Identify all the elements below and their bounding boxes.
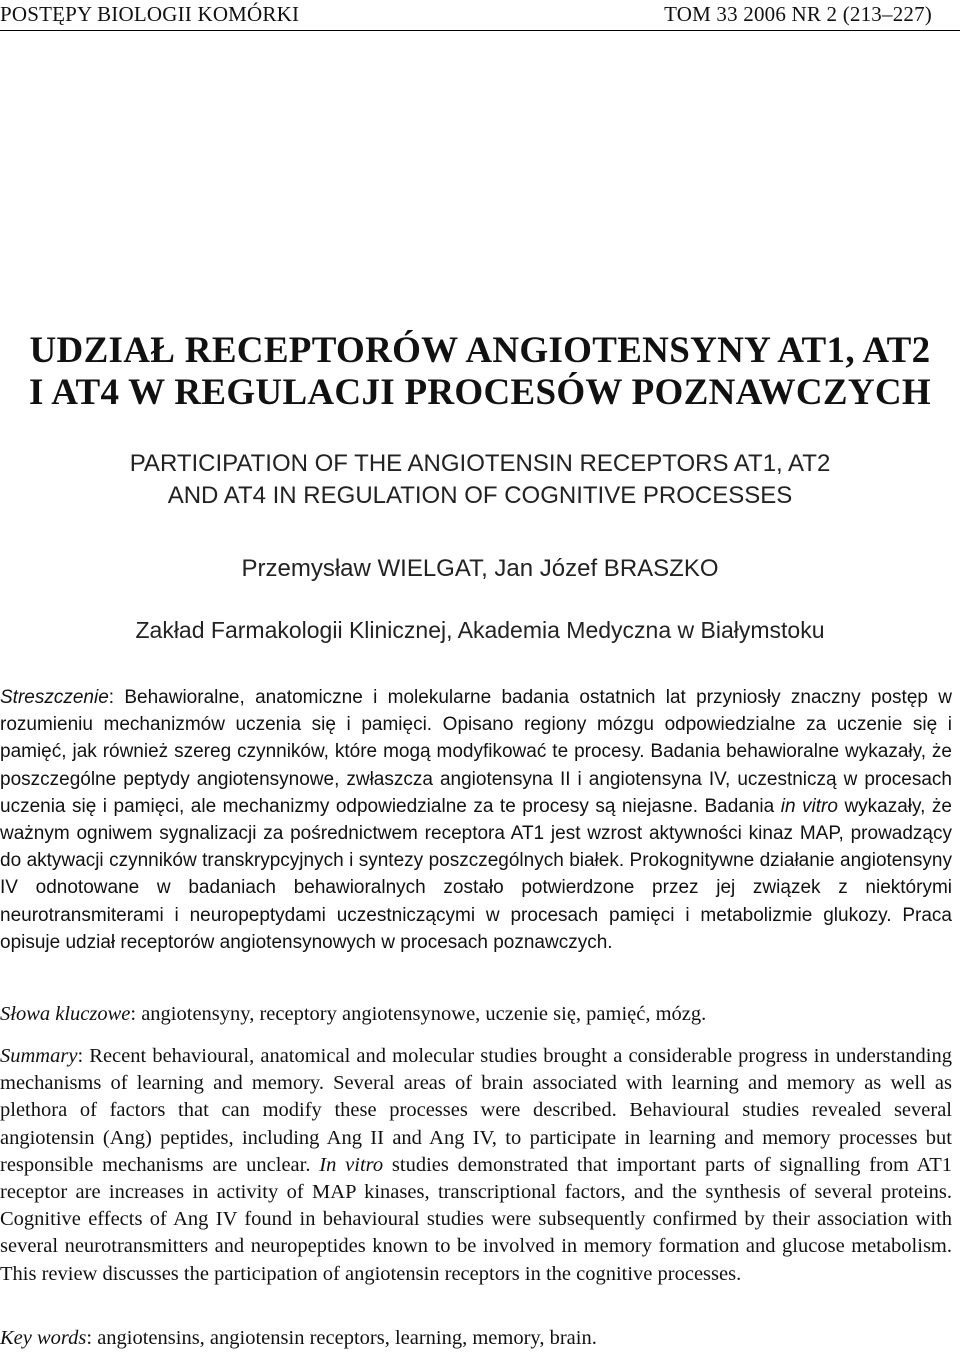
title-english-line2: AND AT4 IN REGULATION OF COGNITIVE PROCESSES	[167, 482, 793, 509]
title-english	[0, 448, 960, 512]
abstract-polish-text-1: : Behawioralne, anatomiczne i molekularne badania ostatnich lat przyniosły znaczny postęp w rozumieniu mechanizmów uczenia się i pamięci. Opisano regiony mózgu odpowiedzialne za uczenie się i pamięć, jak również szereg czynników, które mogą modyfikować te procesy. Badania behawioralne wykazały, że poszczególne peptydy angiotensynowe, zwłaszcza angiotensyna II i angiotensyna IV, uczestniczą w procesach uczenia się i pamięci, ale mechanizmy odpowiedzialne za te procesy są niejasne. Badania	[0, 687, 952, 817]
issue-info: TOM 33 2006 NR 2 (213–227)	[664, 2, 932, 26]
journal-name: POSTĘPY BIOLOGII KOMÓRKI	[0, 2, 300, 26]
title-polish-line1: UDZIAŁ RECEPTORÓW ANGIOTENSYNY AT1, AT2	[29, 330, 931, 371]
abstract-polish-text-2: wykazały, że ważnym ogniwem sygnalizacji za pośrednictwem receptora AT1 jest wzrost aktywności kinaz MAP, prowadzący do aktywacji czynników transkrypcyjnych i syntezy poszczególnych białek. Prokognitywne działanie angiotensyny IV odnotowane w badaniach behawioralnych zostało potwierdzone przez jej związek z niektórymi neurotransmiterami i neuropeptydami uczestniczącymi w procesach pamięci i metabolizmie glukozy. Praca opisuje udział receptorów angiotensynowych w procesach poznawczych.	[0, 795, 952, 953]
abstract-english-text-2: studies demonstrated that important parts of signalling from AT1 receptor are increases in activity of MAP kinases, transcriptional factors, and the synthesis of several proteins. Cognitive effects of Ang IV found in behavioural studies were subsequently confirmed by their association with several neurotransmitters and neuropeptides known to be involved in memory formation and glucose metabolism. This review discusses the participation of angiotensin receptors in the cognitive processes.	[0, 1153, 952, 1285]
abstract-polish	[0, 684, 952, 956]
keywords-polish	[0, 1003, 952, 1026]
keywords-polish-label: Słowa kluczowe	[0, 1003, 131, 1025]
abstract-polish-italic: in vitro	[780, 795, 838, 817]
abstract-english-label: Summary	[0, 1045, 78, 1067]
keywords-polish-text: : angiotensyny, receptory angiotensynowe, uczenie się, pamięć, mózg.	[130, 1003, 707, 1025]
abstract-polish-label: Streszczenie	[0, 687, 109, 708]
keywords-english-label: Key words	[0, 1327, 87, 1349]
running-header	[0, 0, 960, 31]
keywords-english	[0, 1327, 952, 1350]
abstract-english-italic: In vitro	[319, 1153, 384, 1176]
keywords-english-text: : angiotensins, angiotensin receptors, learning, memory, brain.	[86, 1327, 597, 1349]
affiliation: Zakład Farmakologii Klinicznej, Akademia Medyczna w Białymstoku	[135, 617, 825, 643]
title-polish-line2: I AT4 W REGULACJI PROCESÓW POZNAWCZYCH	[29, 372, 931, 413]
abstract-english-text-1: : Recent behavioural, anatomical and molecular studies brought a considerable progress in understanding mechanisms of learning and memory. Several areas of brain associated with learning and memory as well as plethora of factors that can modify these processes were described. Behavioural studies revealed several angiotensin (Ang) peptides, including Ang II and Ang IV, to participate in learning and memory processes but responsible mechanisms are unclear.	[0, 1045, 952, 1176]
authors: Przemysław WIELGAT, Jan Józef BRASZKO	[241, 555, 719, 582]
title-polish	[0, 330, 960, 414]
abstract-english	[0, 1043, 952, 1288]
title-english-line1: PARTICIPATION OF THE ANGIOTENSIN RECEPTORS AT1, AT2	[129, 450, 831, 477]
